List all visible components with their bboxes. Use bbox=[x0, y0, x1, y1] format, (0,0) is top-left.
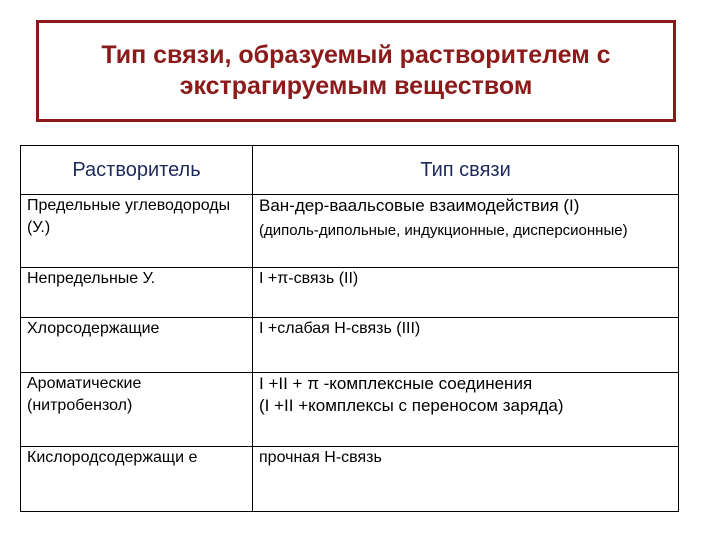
bond-note: (диполь-дипольные, индукционные, дисперсионные) bbox=[259, 222, 628, 239]
header-bond-type: Тип связи bbox=[253, 146, 679, 195]
table-row bbox=[21, 318, 679, 373]
solvent-bond-table bbox=[20, 145, 679, 512]
table-row bbox=[21, 447, 679, 512]
solvent-cell: Предельные углеводороды (У.) bbox=[21, 195, 253, 268]
table-row bbox=[21, 373, 679, 447]
bond-cell bbox=[253, 373, 679, 447]
solvent-cell: Ароматические (нитробензол) bbox=[21, 373, 253, 447]
solvent-cell: Кислородсодержащи е bbox=[21, 447, 253, 512]
solvent-cell: Непредельные У. bbox=[21, 268, 253, 318]
table-row bbox=[21, 195, 679, 268]
table-header-row bbox=[21, 146, 679, 195]
bond-cell bbox=[253, 195, 679, 268]
bond-cell: прочная Н-связь bbox=[253, 447, 679, 512]
bond-cell: I +слабая Н-связь (III) bbox=[253, 318, 679, 373]
bond-main: I +II + π -комплексные соединения bbox=[259, 374, 533, 393]
bond-cell: I +π-связь (II) bbox=[253, 268, 679, 318]
header-solvent: Растворитель bbox=[21, 146, 253, 195]
title-line-2: экстрагируемым веществом bbox=[179, 72, 533, 100]
solvent-cell: Хлорсодержащие bbox=[21, 318, 253, 373]
bond-note: (I +II +комплексы с переносом заряда) bbox=[259, 396, 564, 415]
bond-main: Ван-дер-ваальсовые взаимодействия (I) bbox=[259, 196, 580, 215]
table-row bbox=[21, 268, 679, 318]
title-box bbox=[36, 20, 676, 122]
title-line-1: Тип связи, образуемый растворителем с bbox=[101, 41, 611, 69]
